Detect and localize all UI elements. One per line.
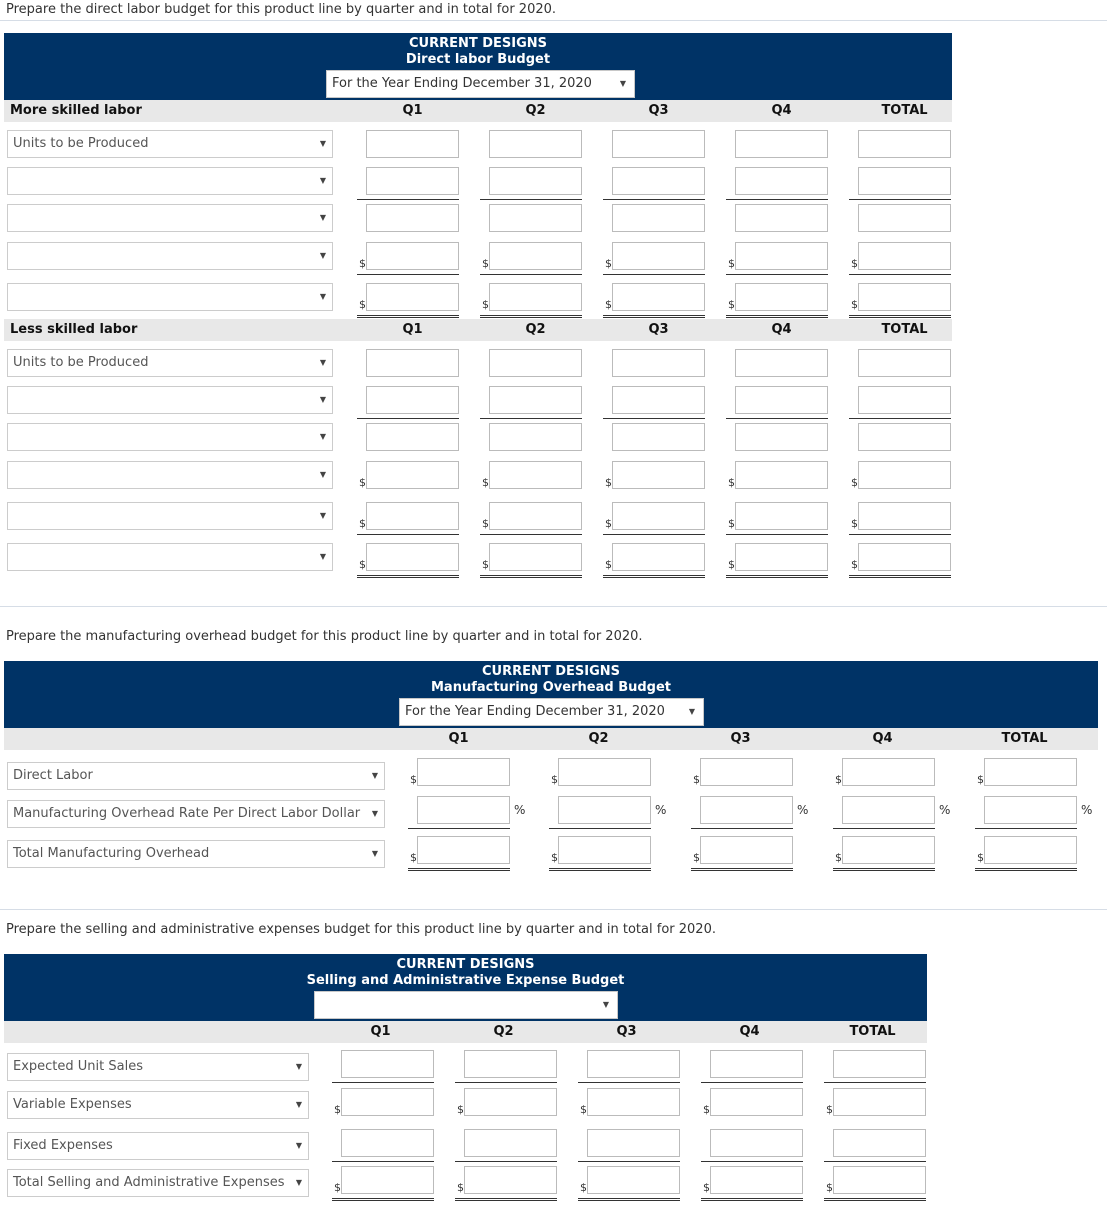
currency-sign: $ — [359, 257, 366, 270]
currency-sign: $ — [359, 298, 366, 311]
amount-input[interactable] — [366, 204, 459, 232]
underline — [357, 274, 459, 275]
selling-period-select[interactable] — [314, 991, 618, 1019]
double-underline — [849, 315, 951, 318]
caret-down-icon: ▼ — [371, 849, 378, 858]
amount-input[interactable] — [612, 543, 705, 571]
amount-input[interactable] — [735, 283, 828, 311]
caret-down-icon: ▼ — [295, 1141, 302, 1150]
currency-sign: $ — [334, 1103, 341, 1116]
amount-input[interactable] — [612, 502, 705, 530]
currency-sign: $ — [482, 476, 489, 489]
caret-down-icon: ▼ — [319, 251, 326, 260]
currency-sign: $ — [703, 1181, 710, 1194]
amount-input[interactable] — [489, 349, 582, 377]
amount-input[interactable] — [710, 1050, 803, 1078]
currency-sign: $ — [851, 298, 858, 311]
underline — [408, 828, 510, 829]
amount-input[interactable] — [710, 1166, 803, 1194]
row-label-value: Total Selling and Administrative Expenses — [13, 1175, 285, 1190]
row-label-select[interactable] — [7, 840, 385, 868]
divider — [0, 606, 1107, 607]
underline — [824, 1082, 926, 1083]
col-q4: Q4 — [771, 322, 792, 337]
amount-input[interactable] — [858, 349, 951, 377]
currency-sign: $ — [605, 558, 612, 571]
caret-down-icon: ▼ — [319, 395, 326, 404]
amount-input[interactable] — [489, 283, 582, 311]
currency-sign: $ — [826, 1181, 833, 1194]
underline — [357, 534, 459, 535]
amount-input[interactable] — [833, 1050, 926, 1078]
double-underline — [332, 1198, 434, 1201]
labor-period-select[interactable] — [326, 70, 635, 98]
caret-down-icon: ▼ — [688, 707, 695, 716]
amount-input[interactable] — [735, 386, 828, 414]
amount-input[interactable] — [735, 423, 828, 451]
row-label-value: Total Manufacturing Overhead — [13, 846, 210, 861]
amount-input[interactable] — [464, 1088, 557, 1116]
currency-sign: $ — [482, 257, 489, 270]
underline — [332, 1082, 434, 1083]
currency-sign: $ — [728, 257, 735, 270]
currency-sign: $ — [605, 257, 612, 270]
divider — [0, 909, 1107, 910]
col-q3: Q3 — [648, 103, 669, 118]
row-label-value: Variable Expenses — [13, 1097, 132, 1112]
double-underline — [480, 315, 582, 318]
amount-input[interactable] — [489, 130, 582, 158]
overhead-header-banner — [4, 661, 1098, 729]
percent-sign: % — [1081, 803, 1093, 817]
overhead-budget-title: Manufacturing Overhead Budget — [430, 680, 671, 695]
labor-section2-header — [4, 319, 952, 341]
amount-input[interactable] — [710, 1129, 803, 1157]
underline — [603, 418, 705, 419]
underline — [603, 534, 705, 535]
double-underline — [357, 315, 459, 318]
amount-input[interactable] — [417, 836, 510, 864]
caret-down-icon: ▼ — [319, 213, 326, 222]
double-underline — [726, 315, 828, 318]
underline — [726, 418, 828, 419]
amount-input[interactable] — [735, 502, 828, 530]
underline — [849, 418, 951, 419]
underline — [480, 274, 582, 275]
amount-input[interactable] — [341, 1050, 434, 1078]
caret-down-icon: ▼ — [319, 511, 326, 520]
currency-sign: $ — [851, 558, 858, 571]
currency-sign: $ — [551, 773, 558, 786]
currency-sign: $ — [605, 476, 612, 489]
amount-input[interactable] — [587, 1166, 680, 1194]
amount-input[interactable] — [489, 167, 582, 195]
row-label-select[interactable] — [7, 1091, 309, 1119]
labor-period-value: For the Year Ending December 31, 2020 — [332, 76, 592, 91]
col-q3: Q3 — [730, 731, 751, 746]
currency-sign: $ — [851, 517, 858, 530]
underline — [691, 828, 793, 829]
col-q1: Q1 — [448, 731, 469, 746]
currency-sign: $ — [693, 851, 700, 864]
row-label-select[interactable] — [7, 502, 333, 530]
amount-input[interactable] — [984, 758, 1077, 786]
amount-input[interactable] — [858, 502, 951, 530]
selling-header-banner — [4, 954, 927, 1022]
row-label-select[interactable] — [7, 762, 385, 790]
labor-header-banner — [4, 33, 952, 101]
amount-input[interactable] — [833, 1166, 926, 1194]
amount-input[interactable] — [735, 349, 828, 377]
double-underline — [824, 1198, 926, 1201]
currency-sign: $ — [482, 298, 489, 311]
amount-input[interactable] — [612, 204, 705, 232]
underline — [332, 1161, 434, 1162]
selling-budget-title: Selling and Administrative Expense Budget — [306, 973, 625, 988]
row-label-value: Direct Labor — [13, 768, 93, 783]
amount-input[interactable] — [735, 130, 828, 158]
col-total: TOTAL — [881, 322, 928, 337]
labor-section2-label: Less skilled labor — [10, 322, 138, 337]
currency-sign: $ — [457, 1103, 464, 1116]
amount-input[interactable] — [700, 836, 793, 864]
amount-input[interactable] — [984, 796, 1077, 824]
amount-input[interactable] — [417, 796, 510, 824]
overhead-period-select[interactable] — [399, 698, 704, 726]
col-q2: Q2 — [525, 103, 546, 118]
currency-sign: $ — [410, 773, 417, 786]
currency-sign: $ — [835, 851, 842, 864]
col-q2: Q2 — [588, 731, 609, 746]
double-underline — [549, 868, 651, 871]
underline — [578, 1082, 680, 1083]
currency-sign: $ — [728, 558, 735, 571]
row-label-select[interactable] — [7, 800, 385, 828]
underline — [480, 534, 582, 535]
currency-sign: $ — [977, 773, 984, 786]
caret-down-icon: ▼ — [602, 1000, 609, 1009]
overhead-company-name: CURRENT DESIGNS — [481, 664, 621, 679]
currency-sign: $ — [334, 1181, 341, 1194]
amount-input[interactable] — [612, 283, 705, 311]
row-label-value: Units to be Produced — [13, 355, 149, 370]
amount-input[interactable] — [558, 836, 651, 864]
double-underline — [603, 575, 705, 578]
amount-input[interactable] — [366, 283, 459, 311]
caret-down-icon: ▼ — [295, 1100, 302, 1109]
currency-sign: $ — [977, 851, 984, 864]
overhead-prompt: Prepare the manufacturing overhead budget for this product line by quarter and in total for 2020. — [6, 629, 643, 644]
currency-sign: $ — [728, 517, 735, 530]
caret-down-icon: ▼ — [319, 176, 326, 185]
row-label-select[interactable] — [7, 543, 333, 571]
caret-down-icon: ▼ — [319, 432, 326, 441]
underline — [357, 418, 459, 419]
double-underline — [849, 575, 951, 578]
amount-input[interactable] — [858, 283, 951, 311]
row-label-select[interactable] — [7, 386, 333, 414]
currency-sign: $ — [410, 851, 417, 864]
double-underline — [726, 575, 828, 578]
underline — [480, 418, 582, 419]
currency-sign: $ — [580, 1103, 587, 1116]
col-q1: Q1 — [370, 1024, 391, 1039]
underline — [701, 1161, 803, 1162]
amount-input[interactable] — [464, 1050, 557, 1078]
amount-input[interactable] — [858, 204, 951, 232]
currency-sign: $ — [605, 298, 612, 311]
caret-down-icon: ▼ — [295, 1178, 302, 1187]
double-underline — [455, 1198, 557, 1201]
amount-input[interactable] — [612, 461, 705, 489]
amount-input[interactable] — [612, 130, 705, 158]
amount-input[interactable] — [735, 461, 828, 489]
amount-input[interactable] — [700, 796, 793, 824]
col-q2: Q2 — [525, 322, 546, 337]
amount-input[interactable] — [341, 1166, 434, 1194]
amount-input[interactable] — [587, 1088, 680, 1116]
underline — [726, 199, 828, 200]
currency-sign: $ — [482, 558, 489, 571]
amount-input[interactable] — [366, 386, 459, 414]
amount-input[interactable] — [858, 386, 951, 414]
col-q3: Q3 — [616, 1024, 637, 1039]
col-q3: Q3 — [648, 322, 669, 337]
row-label-select[interactable] — [7, 1053, 309, 1081]
percent-sign: % — [939, 803, 951, 817]
amount-input[interactable] — [489, 423, 582, 451]
caret-down-icon: ▼ — [619, 79, 626, 88]
amount-input[interactable] — [587, 1129, 680, 1157]
caret-down-icon: ▼ — [319, 470, 326, 479]
double-underline — [480, 575, 582, 578]
amount-input[interactable] — [612, 167, 705, 195]
amount-input[interactable] — [700, 758, 793, 786]
amount-input[interactable] — [366, 349, 459, 377]
caret-down-icon: ▼ — [295, 1062, 302, 1071]
caret-down-icon: ▼ — [319, 552, 326, 561]
labor-budget-title: Direct labor Budget — [405, 52, 551, 67]
amount-input[interactable] — [558, 796, 651, 824]
percent-sign: % — [797, 803, 809, 817]
labor-prompt: Prepare the direct labor budget for this product line by quarter and in total for 2020. — [6, 2, 557, 17]
amount-input[interactable] — [735, 543, 828, 571]
row-label-select[interactable] — [7, 130, 333, 158]
amount-input[interactable] — [341, 1129, 434, 1157]
currency-sign: $ — [359, 558, 366, 571]
row-label-value: Units to be Produced — [13, 136, 149, 151]
amount-input[interactable] — [842, 836, 935, 864]
col-q1: Q1 — [402, 103, 423, 118]
amount-input[interactable] — [858, 423, 951, 451]
currency-sign: $ — [359, 517, 366, 530]
amount-input[interactable] — [833, 1129, 926, 1157]
currency-sign: $ — [728, 298, 735, 311]
currency-sign: $ — [728, 476, 735, 489]
selling-column-header — [4, 1021, 927, 1043]
col-q4: Q4 — [872, 731, 893, 746]
row-label-select[interactable] — [7, 1169, 309, 1197]
overhead-period-value: For the Year Ending December 31, 2020 — [405, 704, 665, 719]
amount-input[interactable] — [417, 758, 510, 786]
underline — [849, 534, 951, 535]
underline — [833, 828, 935, 829]
amount-input[interactable] — [858, 167, 951, 195]
currency-sign: $ — [457, 1181, 464, 1194]
currency-sign: $ — [605, 517, 612, 530]
col-q2: Q2 — [493, 1024, 514, 1039]
amount-input[interactable] — [366, 242, 459, 270]
percent-sign: % — [514, 803, 526, 817]
currency-sign: $ — [693, 773, 700, 786]
amount-input[interactable] — [984, 836, 1077, 864]
currency-sign: $ — [835, 773, 842, 786]
underline — [701, 1082, 803, 1083]
underline — [480, 199, 582, 200]
amount-input[interactable] — [833, 1088, 926, 1116]
currency-sign: $ — [851, 476, 858, 489]
col-q4: Q4 — [771, 103, 792, 118]
divider — [0, 20, 1107, 21]
amount-input[interactable] — [858, 130, 951, 158]
amount-input[interactable] — [735, 167, 828, 195]
underline — [578, 1161, 680, 1162]
selling-company-name: CURRENT DESIGNS — [396, 957, 535, 972]
underline — [849, 274, 951, 275]
underline — [603, 199, 705, 200]
underline — [357, 199, 459, 200]
amount-input[interactable] — [612, 349, 705, 377]
amount-input[interactable] — [612, 242, 705, 270]
amount-input[interactable] — [489, 204, 582, 232]
amount-input[interactable] — [366, 130, 459, 158]
amount-input[interactable] — [612, 423, 705, 451]
underline — [726, 534, 828, 535]
row-label-select[interactable] — [7, 461, 333, 489]
selling-prompt: Prepare the selling and administrative expenses budget for this product line by quarter and in total for 2020. — [6, 922, 716, 937]
currency-sign: $ — [482, 517, 489, 530]
amount-input[interactable] — [341, 1088, 434, 1116]
col-total: TOTAL — [881, 103, 928, 118]
double-underline — [408, 868, 510, 871]
underline — [455, 1161, 557, 1162]
currency-sign: $ — [551, 851, 558, 864]
amount-input[interactable] — [710, 1088, 803, 1116]
underline — [726, 274, 828, 275]
amount-input[interactable] — [366, 543, 459, 571]
amount-input[interactable] — [489, 543, 582, 571]
row-label-value: Expected Unit Sales — [13, 1059, 143, 1074]
double-underline — [357, 575, 459, 578]
double-underline — [603, 315, 705, 318]
amount-input[interactable] — [489, 386, 582, 414]
currency-sign: $ — [703, 1103, 710, 1116]
caret-down-icon: ▼ — [371, 809, 378, 818]
amount-input[interactable] — [366, 167, 459, 195]
row-label-select[interactable] — [7, 1132, 309, 1160]
double-underline — [833, 868, 935, 871]
col-q1: Q1 — [402, 322, 423, 337]
underline — [975, 828, 1077, 829]
row-label-select[interactable] — [7, 242, 333, 270]
col-total: TOTAL — [1001, 731, 1048, 746]
caret-down-icon: ▼ — [319, 292, 326, 301]
double-underline — [578, 1198, 680, 1201]
amount-input[interactable] — [366, 502, 459, 530]
amount-input[interactable] — [489, 461, 582, 489]
percent-sign: % — [655, 803, 667, 817]
currency-sign: $ — [359, 476, 366, 489]
amount-input[interactable] — [858, 461, 951, 489]
currency-sign: $ — [826, 1103, 833, 1116]
caret-down-icon: ▼ — [371, 771, 378, 780]
labor-section1-header — [4, 100, 952, 122]
caret-down-icon: ▼ — [319, 358, 326, 367]
amount-input[interactable] — [489, 242, 582, 270]
underline — [824, 1161, 926, 1162]
col-q4: Q4 — [739, 1024, 760, 1039]
amount-input[interactable] — [489, 502, 582, 530]
amount-input[interactable] — [366, 423, 459, 451]
underline — [849, 199, 951, 200]
double-underline — [701, 1198, 803, 1201]
amount-input[interactable] — [842, 796, 935, 824]
amount-input[interactable] — [558, 758, 651, 786]
amount-input[interactable] — [587, 1050, 680, 1078]
amount-input[interactable] — [842, 758, 935, 786]
row-label-value: Manufacturing Overhead Rate Per Direct Labor Dollar — [13, 806, 361, 821]
row-label-select[interactable] — [7, 423, 333, 451]
row-label-select[interactable] — [7, 167, 333, 195]
col-total: TOTAL — [849, 1024, 896, 1039]
currency-sign: $ — [851, 257, 858, 270]
amount-input[interactable] — [858, 242, 951, 270]
amount-input[interactable] — [735, 242, 828, 270]
double-underline — [975, 868, 1077, 871]
underline — [455, 1082, 557, 1083]
amount-input[interactable] — [366, 461, 459, 489]
overhead-column-header — [4, 728, 1098, 750]
amount-input[interactable] — [612, 386, 705, 414]
underline — [549, 828, 651, 829]
amount-input[interactable] — [464, 1129, 557, 1157]
row-label-select[interactable] — [7, 204, 333, 232]
double-underline — [691, 868, 793, 871]
underline — [603, 274, 705, 275]
caret-down-icon: ▼ — [319, 139, 326, 148]
row-label-select[interactable] — [7, 283, 333, 311]
row-label-select[interactable] — [7, 349, 333, 377]
labor-section1-label: More skilled labor — [10, 103, 142, 118]
currency-sign: $ — [580, 1181, 587, 1194]
amount-input[interactable] — [858, 543, 951, 571]
row-label-value: Fixed Expenses — [13, 1138, 113, 1153]
labor-company-name: CURRENT DESIGNS — [408, 36, 548, 51]
amount-input[interactable] — [735, 204, 828, 232]
amount-input[interactable] — [464, 1166, 557, 1194]
